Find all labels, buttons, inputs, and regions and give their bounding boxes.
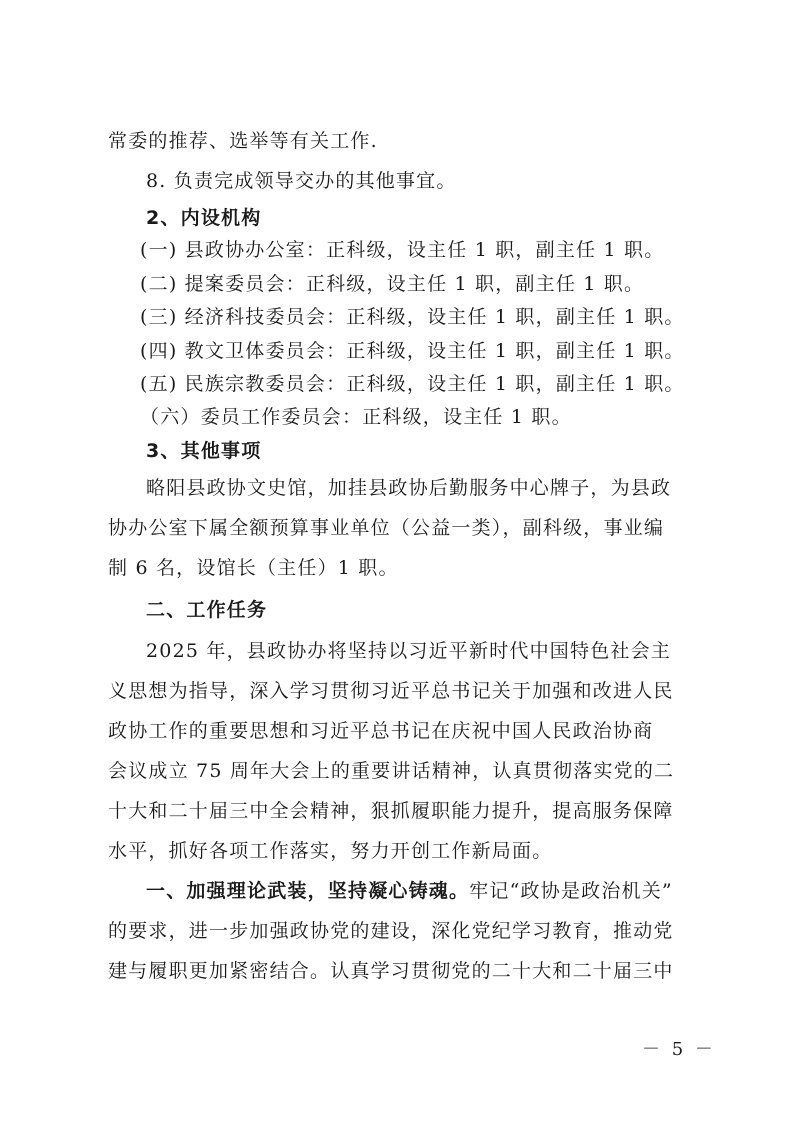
text-line: 2025 年，县政协办将坚持以习近平新时代中国特色社会主 — [146, 640, 671, 662]
section-heading: 2、内设机构 — [146, 207, 262, 229]
text-line: 十大和二十届三中全会精神，狠抓履职能力提升，提高服务保障 — [108, 800, 674, 822]
text-line: 8. 负责完成领导交办的其他事宜。 — [146, 170, 457, 192]
text-line: 义思想为指导，深入学习贯彻习近平总书记关于加强和改进人民 — [108, 680, 674, 702]
list-item: (三) 经济科技委员会：正科级，设主任 1 职，副主任 1 职。 — [140, 306, 685, 328]
text-line: 政协工作的重要思想和习近平总书记在庆祝中国人民政治协商 — [108, 720, 654, 742]
list-item: (一) 县政协办公室：正科级，设主任 1 职，副主任 1 职。 — [140, 239, 665, 261]
list-item: (二) 提案委员会：正科级，设主任 1 职，副主任 1 职。 — [140, 273, 645, 295]
list-item: (五) 民族宗教委员会：正科级，设主任 1 职，副主任 1 职。 — [140, 373, 685, 395]
text-line: 会议成立 75 周年大会上的重要讲话精神，认真贯彻落实党的二 — [108, 760, 675, 782]
page-number: － 5 － — [642, 1039, 716, 1060]
text-line: 建与履职更加紧密结合。认真学习贯彻党的二十大和二十届三中 — [108, 960, 674, 982]
part-heading: 二、工作任务 — [146, 599, 268, 621]
subsection-first-line — [146, 878, 736, 904]
text-line: 常委的推荐、选举等有关工作. — [108, 130, 378, 152]
text-line: 的要求，进一步加强政协党的建设，深化党纪学习教育，推动党 — [108, 920, 674, 942]
text-line: 略阳县政协文史馆，加挂县政协后勤服务中心牌子，为县政 — [146, 477, 672, 499]
list-item: (四) 教文卫体委员会：正科级，设主任 1 职，副主任 1 职。 — [140, 340, 685, 362]
subsection-text: 牢记“政协是政治机关” — [469, 880, 673, 902]
text-line: 协办公室下属全额预算事业单位（公益一类），副科级，事业编 — [108, 517, 665, 539]
text-line: 制 6 名，设馆长（主任）1 职。 — [108, 557, 399, 579]
list-item: （六）委员工作委员会：正科级，设主任 1 职。 — [140, 406, 572, 428]
section-heading: 3、其他事项 — [146, 440, 262, 462]
subsection-lead: 一、加强理论武装，坚持凝心铸魂。 — [146, 880, 470, 902]
text-line: 水平，抓好各项工作落实，努力开创工作新局面。 — [108, 840, 553, 862]
